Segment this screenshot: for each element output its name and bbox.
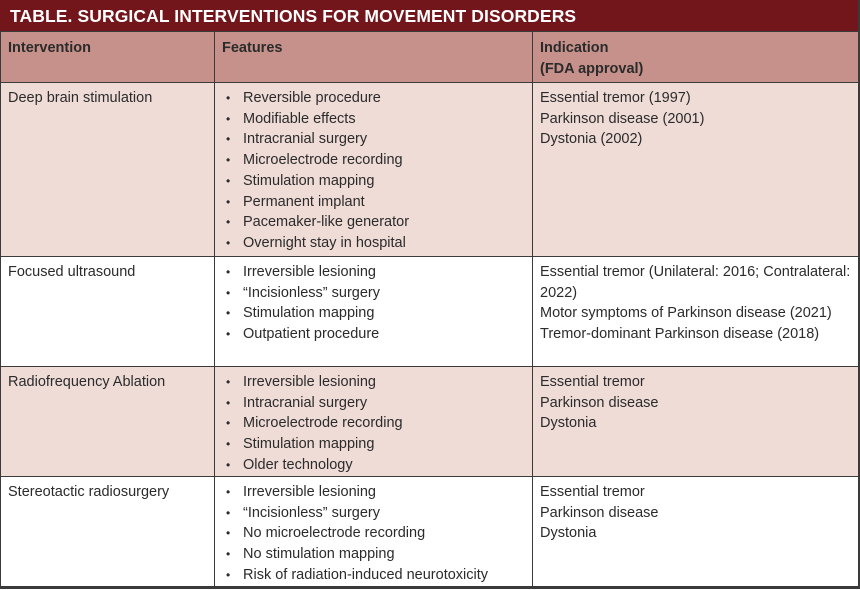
header-row: [1, 32, 859, 83]
features-cell: [215, 83, 533, 257]
bullet-icon: •: [226, 215, 231, 230]
table-row: [1, 83, 859, 257]
indication-cell: [533, 257, 859, 367]
indication-cell: [533, 477, 859, 587]
feature-item: [222, 565, 524, 586]
bullet-icon: •: [226, 91, 231, 105]
indication-item: Dystonia: [540, 525, 597, 542]
header-indication-line2: (FDA approval): [540, 61, 644, 77]
header-indication: [533, 32, 859, 83]
feature-item: [222, 393, 524, 414]
bullet-icon: •: [226, 111, 231, 126]
header-features: Features: [215, 32, 533, 83]
feature-item: [222, 109, 524, 130]
feature-item: [222, 324, 524, 345]
feature-item: [222, 455, 524, 476]
features-cell: [215, 367, 533, 477]
feature-item: [222, 150, 524, 171]
feature-text: Overnight stay in hospital: [243, 234, 406, 251]
feature-text: Microelectrode recording: [243, 415, 403, 432]
features-list: [222, 372, 524, 476]
features-list: [222, 262, 524, 345]
feature-text: “Incisionless” surgery: [243, 284, 380, 301]
indication-item: 2022): [540, 284, 578, 301]
feature-text: Outpatient procedure: [243, 326, 380, 343]
table-title: TABLE. SURGICAL INTERVENTIONS FOR MOVEMENT DISORDERS: [0, 0, 858, 31]
header-intervention: Intervention: [1, 32, 215, 83]
bullet-icon: •: [226, 485, 231, 499]
feature-text: Modifiable effects: [243, 110, 356, 127]
indication-item: Parkinson disease (2001): [540, 110, 705, 127]
feature-item: [222, 212, 524, 233]
feature-item: [222, 544, 524, 565]
intervention-cell: Focused ultrasound: [1, 257, 215, 367]
feature-text: Stimulation mapping: [243, 305, 375, 322]
bullet-icon: •: [226, 285, 231, 300]
feature-item: [222, 192, 524, 213]
feature-text: No microelectrode recording: [243, 525, 426, 542]
feature-item: [222, 262, 524, 283]
header-indication-line1: Indication: [540, 40, 609, 56]
indication-item: Essential tremor (1997): [540, 90, 691, 106]
indication-item: Parkinson disease: [540, 504, 659, 521]
bullet-icon: •: [226, 457, 231, 472]
feature-text: Older technology: [243, 456, 353, 473]
bullet-icon: •: [226, 235, 231, 250]
bullet-icon: •: [226, 327, 231, 342]
indication-item: Tremor-dominant Parkinson disease (2018): [540, 326, 820, 343]
feature-item: [222, 303, 524, 324]
feature-text: No stimulation mapping: [243, 546, 395, 563]
features-list: [222, 88, 524, 254]
feature-text: Stimulation mapping: [243, 172, 375, 189]
indication-item: Dystonia (2002): [540, 131, 643, 148]
indication-item: Motor symptoms of Parkinson disease (2021): [540, 305, 832, 322]
features-cell: [215, 477, 533, 587]
features-cell: [215, 257, 533, 367]
bullet-icon: •: [226, 437, 231, 452]
indication-cell: [533, 367, 859, 477]
table-row: [1, 257, 859, 367]
bullet-icon: •: [226, 375, 231, 389]
bullet-icon: •: [226, 306, 231, 321]
feature-item: [222, 129, 524, 150]
indication-cell: [533, 83, 859, 257]
table-row: [1, 477, 859, 587]
feature-item: [222, 523, 524, 544]
feature-item: [222, 434, 524, 455]
bullet-icon: •: [226, 395, 231, 410]
feature-item: [222, 482, 524, 503]
table-row: [1, 367, 859, 477]
bullet-icon: •: [226, 173, 231, 188]
indication-item: Dystonia: [540, 415, 597, 432]
bullet-icon: •: [226, 265, 231, 279]
feature-text: Irreversible lesioning: [243, 264, 376, 280]
bullet-icon: •: [226, 567, 231, 582]
feature-item: [222, 372, 524, 393]
feature-text: Pacemaker-like generator: [243, 214, 410, 231]
indication-item: Essential tremor (Unilateral: 2016; Contralateral:: [540, 264, 851, 280]
intervention-cell: Stereotactic radiosurgery: [1, 477, 215, 587]
interventions-table: [0, 31, 859, 587]
feature-text: Intracranial surgery: [243, 394, 368, 411]
feature-text: Microelectrode recording: [243, 152, 403, 169]
indication-item: Parkinson disease: [540, 394, 659, 411]
feature-item: [222, 233, 524, 254]
intervention-cell: Radiofrequency Ablation: [1, 367, 215, 477]
feature-text: Stimulation mapping: [243, 436, 375, 453]
features-list: [222, 482, 524, 586]
feature-text: Risk of radiation-induced neurotoxicity: [243, 566, 489, 583]
indication-item: Essential tremor: [540, 484, 645, 500]
feature-text: Irreversible lesioning: [243, 484, 376, 500]
feature-item: [222, 283, 524, 304]
feature-text: Irreversible lesioning: [243, 374, 376, 390]
bullet-icon: •: [226, 153, 231, 168]
feature-item: [222, 503, 524, 524]
feature-item: [222, 88, 524, 109]
indication-item: Essential tremor: [540, 374, 645, 390]
feature-text: Reversible procedure: [243, 90, 381, 106]
bullet-icon: •: [226, 526, 231, 541]
feature-item: [222, 171, 524, 192]
feature-item: [222, 413, 524, 434]
bullet-icon: •: [226, 547, 231, 562]
bullet-icon: •: [226, 505, 231, 520]
intervention-cell: Deep brain stimulation: [1, 83, 215, 257]
bullet-icon: •: [226, 416, 231, 431]
feature-text: Intracranial surgery: [243, 131, 368, 148]
feature-text: Permanent implant: [243, 193, 365, 210]
bullet-icon: •: [226, 194, 231, 209]
bullet-icon: •: [226, 132, 231, 147]
feature-text: “Incisionless” surgery: [243, 504, 380, 521]
